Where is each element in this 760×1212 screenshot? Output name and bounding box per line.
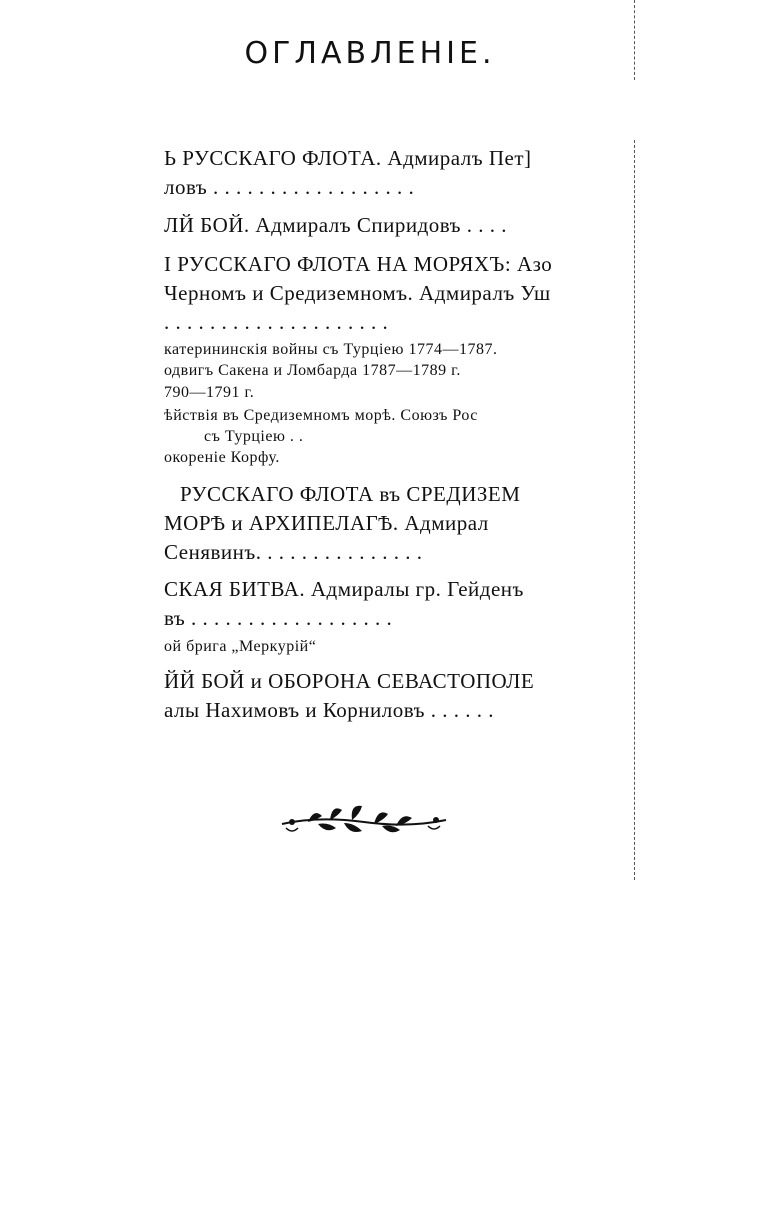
toc-line: алы Нахимовъ и Корниловъ . . . . . .: [164, 698, 495, 722]
toc-line: катерининскія войны съ Турціею 1774—1787.: [164, 341, 498, 358]
toc-line: РУССКАГО ФЛОТА въ СРЕДИЗЕМ: [180, 482, 521, 506]
toc-line: І РУССКАГО ФЛОТА НА МОРЯХЪ: Азо: [164, 252, 553, 276]
toc-line: ЙЙ БОЙ и ОБОРОНА СЕВАСТОПОЛЕ: [164, 669, 535, 693]
toc-line: . . . . . . . . . . . . . . . . . . . .: [164, 310, 389, 334]
margin-rule-bottom: [634, 140, 635, 880]
toc-line: МОРѢ и АРХИПЕЛАГѢ. Адмирал: [164, 511, 489, 535]
toc-line: СКАЯ БИТВА. Адмиралы гр. Гейденъ: [164, 577, 524, 601]
toc-line: окореніе Корфу.: [164, 449, 280, 466]
toc-line: ловъ . . . . . . . . . . . . . . . . . .: [164, 175, 415, 199]
floral-ornament-icon: [278, 798, 450, 842]
toc-line: съ Турціею . .: [204, 428, 304, 445]
toc-line: ЛЙ БОЙ. Адмиралъ Спиридовъ . . . .: [164, 213, 508, 237]
toc-line: 790—1791 г.: [164, 384, 255, 401]
margin-rule-top: [634, 0, 635, 80]
toc-line: въ . . . . . . . . . . . . . . . . . .: [164, 606, 393, 630]
toc-line: ой брига „Меркурій“: [164, 638, 317, 655]
toc-line: Сенявинъ. . . . . . . . . . . . . . .: [164, 540, 423, 564]
toc-line: Черномъ и Средиземномъ. Адмиралъ Уш: [164, 281, 551, 305]
toc-line: Ь РУССКАГО ФЛОТА. Адмиралъ Пет]: [164, 146, 532, 170]
toc-line: ѣйствія въ Средиземномъ морѣ. Союзъ Рос: [164, 407, 478, 424]
toc-line: одвигъ Сакена и Ломбарда 1787—1789 г.: [164, 362, 461, 379]
page-title: ОГЛАВЛЕНIЕ.: [244, 36, 496, 71]
